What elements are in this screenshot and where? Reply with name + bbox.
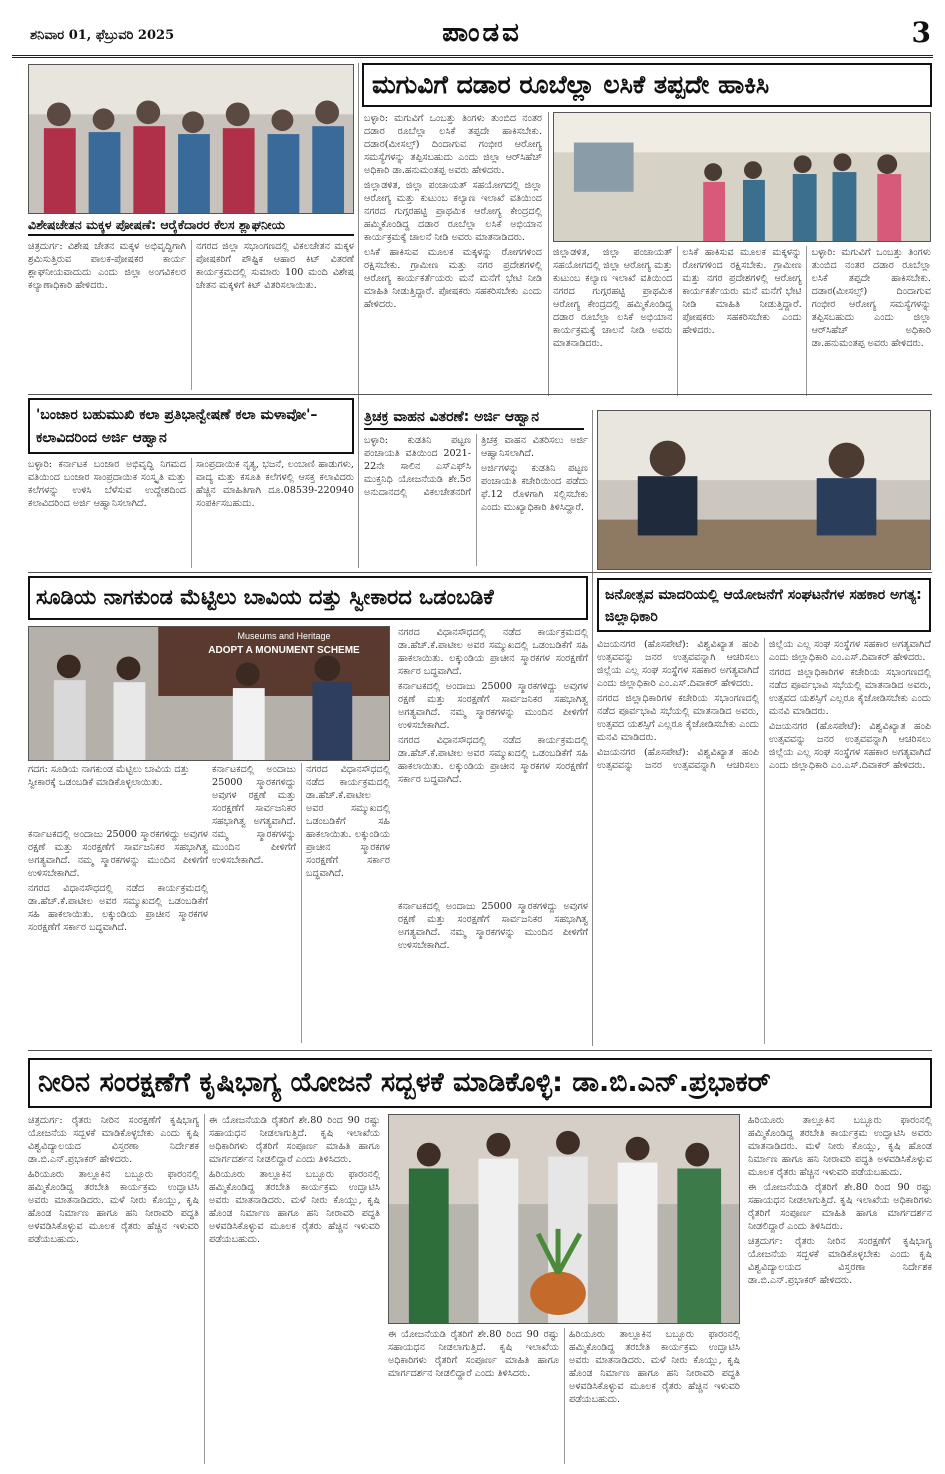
paragraph: ಅರ್ಜಿಗಳನ್ನು ಕುಡತಿನಿ ಪಟ್ಟಣ ಪಂಚಾಯತಿ ಕಚೇರಿಯಿಂದ ಪಡೆದು ಫೆ.12 ರೊಳಗಾಗಿ ಸಲ್ಲಿಸಬೇಕು ಎಂದು ಮುಖ್ಯಾಧಿಕಾರಿ ತಿಳಿಸಿದ್ದಾರೆ.	[481, 463, 588, 513]
stepwell-body-right2	[398, 900, 588, 1043]
paragraph: ಸಾಂಪ್ರದಾಯಿಕ ನೃತ್ಯ, ಭಜನೆ, ಲಂಬಾಣಿ ಹಾಡುಗಳು, ವಾದ್ಯ ಮತ್ತು ಕಸೂತಿ ಕಲೆಗಳಲ್ಲಿ ಆಸಕ್ತ ಕಲಾವಿದರು ಹೆಚ್ಚಿನ ಮಾಹಿತಿಗಾಗಿ ದೂ.08539-220940 ಸಂಪರ್ಕಿಸಬಹುದು.	[196, 459, 354, 509]
column-divider	[548, 112, 549, 396]
section-divider	[28, 572, 932, 573]
section-divider	[28, 1050, 932, 1051]
paragraph: ಹಿರಿಯೂರು ತಾಲ್ಲೂಕಿನ ಬಬ್ಬೂರು ಫಾರಂನಲ್ಲಿ ಹಮ್ಮಿಕೊಂಡಿದ್ದ ತರಬೇತಿ ಕಾರ್ಯಕ್ರಮ ಉದ್ಘಾಟಿಸಿ ಅವರು ಮಾತನಾಡಿದರು. ಮಳೆ ನೀರು ಕೊಯ್ಲು, ಕೃಷಿ ಹೊಂಡ ನಿರ್ಮಾಣ ಹಾಗೂ ಹನಿ ನೀರಾವರಿ ಪದ್ಧತಿ ಅಳವಡಿಸಿಕೊಳ್ಳುವ ಮೂಲಕ ರೈತರು ಹೆಚ್ಚಿನ ಇಳುವರಿ ಪಡೆಯಬಹುದು.	[28, 1169, 199, 1245]
paragraph: ಈ ಯೋಜನೆಯಡಿ ರೈತರಿಗೆ ಶೇ.80 ರಿಂದ 90 ರಷ್ಟು ಸಹಾಯಧನ ನೀಡಲಾಗುತ್ತಿದೆ. ಕೃಷಿ ಇಲಾಖೆಯ ಅಧಿಕಾರಿಗಳು ರೈತರಿಗೆ ಸಂಪೂರ್ಣ ಮಾಹಿತಿ ಹಾಗೂ ಮಾರ್ಗದರ್ಶನ ನೀಡಲಿದ್ದಾರೆ ಎಂದು ತಿಳಿಸಿದರು.	[388, 1329, 559, 1379]
page-number: 3	[911, 16, 931, 49]
stepwell-photo	[28, 626, 390, 761]
stepwell-body-left	[28, 828, 208, 1043]
rubella-headline: ಮಗುವಿಗೆ ದಡಾರ ರೂಬೆಲ್ಲಾ ಲಸಿಕೆ ತಪ್ಪದೇ ಹಾಕಿಸಿ	[362, 63, 932, 107]
paragraph: ನಗರದ ವಿಧಾನಸೌಧದಲ್ಲಿ ನಡೆದ ಕಾರ್ಯಕ್ರಮದಲ್ಲಿ ಡಾ.ಹೆಚ್.ಕೆ.ಪಾಟೀಲ ಅವರ ಸಮ್ಮುಖದಲ್ಲಿ ಒಡಂಬಡಿಕೆಗೆ ಸಹಿ ಹಾಕಲಾಯಿತು. ಲಕ್ಕುಂಡಿಯ ಪ್ರಾಚೀನ ಸ್ಮಾರಕಗಳ ಸಂರಕ್ಷಣೆಗೆ ಸರ್ಕಾರ ಬದ್ಧವಾಗಿದೆ.	[398, 735, 588, 785]
masthead	[12, 8, 933, 58]
newspaper-title: ಪಾಂಡವ	[442, 18, 522, 48]
paragraph: ವಿಜಯನಗರ (ಹೊಸಪೇಟೆ): ವಿಶ್ವವಿಖ್ಯಾತ ಹಂಪಿ ಉತ್ಸವವನ್ನು ಜನರ ಉತ್ಸವವನ್ನಾಗಿ ಆಚರಿಸಲು ಜಿಲ್ಲೆಯ ಎಲ್ಲ ಸಂಘ ಸಂಸ್ಥೆಗಳ ಸಹಕಾರ ಅಗತ್ಯವಾಗಿದೆ ಎಂದು ಜಿಲ್ಲಾಧಿಕಾರಿ ಎಂ.ಎಸ್.ದಿವಾಕರ್ ಹೇಳಿದರು.	[769, 721, 931, 771]
paragraph: ನಗರದ ಜಿಲ್ಲಾಧಿಕಾರಿಗಳ ಕಚೇರಿಯ ಸಭಾಂಗಣದಲ್ಲಿ ನಡೆದ ಪೂರ್ವಭಾವಿ ಸಭೆಯಲ್ಲಿ ಮಾತನಾಡಿದ ಅವರು, ಉತ್ಸವದ ಯಶಸ್ಸಿಗೆ ಎಲ್ಲರೂ ಕೈಜೋಡಿಸಬೇಕು ಎಂದು ಮನವಿ ಮಾಡಿದರು.	[769, 667, 931, 717]
paragraph: ಈ ಯೋಜನೆಯಡಿ ರೈತರಿಗೆ ಶೇ.80 ರಿಂದ 90 ರಷ್ಟು ಸಹಾಯಧನ ನೀಡಲಾಗುತ್ತಿದೆ. ಕೃಷಿ ಇಲಾಖೆಯ ಅಧಿಕಾರಿಗಳು ರೈತರಿಗೆ ಸಂಪೂರ್ಣ ಮಾಹಿತಿ ಹಾಗೂ ಮಾರ್ಗದರ್ಶನ ನೀಡಲಿದ್ದಾರೆ ಎಂದು ತಿಳಿಸಿದರು.	[209, 1115, 380, 1165]
paragraph: ಈ ಯೋಜನೆಯಡಿ ರೈತರಿಗೆ ಶೇ.80 ರಿಂದ 90 ರಷ್ಟು ಸಹಾಯಧನ ನೀಡಲಾಗುತ್ತಿದೆ. ಕೃಷಿ ಇಲಾಖೆಯ ಅಧಿಕಾರಿಗಳು ರೈತರಿಗೆ ಸಂಪೂರ್ಣ ಮಾಹಿತಿ ಹಾಗೂ ಮಾರ್ಗದರ್ಶನ ನೀಡಲಿದ್ದಾರೆ ಎಂದು ತಿಳಿಸಿದರು.	[748, 1182, 932, 1232]
banjara-body	[28, 458, 354, 568]
special-children-photo	[28, 64, 354, 214]
paragraph: ಕರ್ನಾಟಕದಲ್ಲಿ ಅಂದಾಜು 25000 ಸ್ಮಾರಕಗಳಿದ್ದು ಅವುಗಳ ರಕ್ಷಣೆ ಮತ್ತು ಸಂರಕ್ಷಣೆಗೆ ಸಾರ್ವಜನಿಕರ ಸಹಭಾಗಿತ್ವ ಅಗತ್ಯವಾಗಿದೆ. ನಮ್ಮ ಸ್ಮಾರಕಗಳನ್ನು ಮುಂದಿನ ಪೀಳಿಗೆಗೆ ಉಳಿಸಬೇಕಾಗಿದೆ.	[28, 829, 208, 879]
column-divider	[358, 63, 359, 568]
krishi-body-bottom	[388, 1328, 740, 1464]
paragraph: ನಗರದ ಜಿಲ್ಲಾ ಸಭಾಂಗಣದಲ್ಲಿ ವಿಕಲಚೇತನ ಮಕ್ಕಳ ಪೋಷಕರಿಗೆ ಪೌಷ್ಟಿಕ ಆಹಾರ ಕಿಟ್ ವಿತರಣೆ ಕಾರ್ಯಕ್ರಮದಲ್ಲಿ ಸುಮಾರು 100 ಮಂದಿ ವಿಶೇಷ ಚೇತನ ಮಕ್ಕಳಿಗೆ ಕಿಟ್ ವಿತರಿಸಲಾಯಿತು.	[196, 241, 354, 291]
tricycle-headline: ತ್ರಿಚಕ್ರ ವಾಹನ ವಿತರಣೆ: ಅರ್ಜಿ ಆಹ್ವಾನ	[364, 410, 584, 430]
paragraph: ನಗರದ ವಿಧಾನಸೌಧದಲ್ಲಿ ನಡೆದ ಕಾರ್ಯಕ್ರಮದಲ್ಲಿ ಡಾ.ಹೆಚ್.ಕೆ.ಪಾಟೀಲ ಅವರ ಸಮ್ಮುಖದಲ್ಲಿ ಒಡಂಬಡಿಕೆಗೆ ಸಹಿ ಹಾಕಲಾಯಿತು. ಲಕ್ಕುಂಡಿಯ ಪ್ರಾಚೀನ ಸ್ಮಾರಕಗಳ ಸಂರಕ್ಷಣೆಗೆ ಸರ್ಕಾರ ಬದ್ಧವಾಗಿದೆ.	[28, 883, 208, 933]
paragraph: ನಗರದ ವಿಧಾನಸೌಧದಲ್ಲಿ ನಡೆದ ಕಾರ್ಯಕ್ರಮದಲ್ಲಿ ಡಾ.ಹೆಚ್.ಕೆ.ಪಾಟೀಲ ಅವರ ಸಮ್ಮುಖದಲ್ಲಿ ಒಡಂಬಡಿಕೆಗೆ ಸಹಿ ಹಾಕಲಾಯಿತು. ಲಕ್ಕುಂಡಿಯ ಪ್ರಾಚೀನ ಸ್ಮಾರಕಗಳ ಸಂರಕ್ಷಣೆಗೆ ಸರ್ಕಾರ ಬದ್ಧವಾಗಿದೆ.	[398, 627, 588, 677]
column-divider	[592, 410, 593, 1046]
paragraph: ನಗರದ ಜಿಲ್ಲಾಧಿಕಾರಿಗಳ ಕಚೇರಿಯ ಸಭಾಂಗಣದಲ್ಲಿ ನಡೆದ ಪೂರ್ವಭಾವಿ ಸಭೆಯಲ್ಲಿ ಮಾತನಾಡಿದ ಅವರು, ಉತ್ಸವದ ಯಶಸ್ಸಿಗೆ ಎಲ್ಲರೂ ಕೈಜೋಡಿಸಬೇಕು ಎಂದು ಮನವಿ ಮಾಡಿದರು.	[597, 693, 759, 743]
paragraph: ಬಳ್ಳಾರಿ: ಮಗುವಿಗೆ ಒಂಬತ್ತು ತಿಂಗಳು ತುಂಬಿದ ನಂತರ ದಡಾರ ರೂಬೆಲ್ಲಾ ಲಸಿಕೆ ತಪ್ಪದೇ ಹಾಕಿಸಬೇಕು. ದಡಾರ(ಮೀಸಲ್ಸ್) ದಿಂದಾಗುವ ಗಂಭೀರ ಆರೋಗ್ಯ ಸಮಸ್ಯೆಗಳನ್ನು ತಪ್ಪಿಸಬಹುದು ಎಂದು ಜಿಲ್ಲಾ ಆರ್‌ಸಿಹೆಚ್ ಅಧಿಕಾರಿ ಡಾ.ಹನುಮಂತಪ್ಪ ಅವರು ಹೇಳಿದರು.	[364, 113, 542, 176]
krishi-photo	[388, 1114, 740, 1324]
paragraph: ಚಿತ್ರದುರ್ಗ: ರೈತರು ನೀರಿನ ಸಂರಕ್ಷಣೆಗೆ ಕೃಷಿಭಾಗ್ಯ ಯೋಜನೆಯ ಸದ್ಬಳಕೆ ಮಾಡಿಕೊಳ್ಳಬೇಕು ಎಂದು ಕೃಷಿ ವಿಶ್ವವಿದ್ಯಾಲಯದ ವಿಸ್ತರಣಾ ನಿರ್ದೇಶಕ ಡಾ.ಬಿ.ಎನ್.ಪ್ರಭಾಕರ್ ಹೇಳಿದರು.	[28, 1115, 199, 1165]
stepwell-headline: ಸೂಡಿಯ ನಾಗಕುಂಡ ಮೆಟ್ಟಿಲು ಬಾವಿಯ ದತ್ತು ಸ್ವೀಕಾರದ ಒಡಂಬಡಿಕೆ	[28, 576, 588, 620]
paragraph: ಚಿತ್ರದುರ್ಗ: ರೈತರು ನೀರಿನ ಸಂರಕ್ಷಣೆಗೆ ಕೃಷಿಭಾಗ್ಯ ಯೋಜನೆಯ ಸದ್ಬಳಕೆ ಮಾಡಿಕೊಳ್ಳಬೇಕು ಎಂದು ಕೃಷಿ ವಿಶ್ವವಿದ್ಯಾಲಯದ ವಿಸ್ತರಣಾ ನಿರ್ದೇಶಕ ಡಾ.ಬಿ.ಎನ್.ಪ್ರಭಾಕರ್ ಹೇಳಿದರು.	[748, 1236, 932, 1286]
krishi-headline: ನೀರಿನ ಸಂರಕ್ಷಣೆಗೆ ಕೃಷಿಭಾಗ್ಯ ಯೋಜನೆ ಸದ್ಬಳಕೆ ಮಾಡಿಕೊಳ್ಳಿ: ಡಾ.ಬಿ.ಎನ್.ಪ್ರಭಾಕರ್	[28, 1058, 932, 1108]
tricycle-body	[364, 434, 588, 566]
paragraph: ಚಿತ್ರದುರ್ಗ: ವಿಶೇಷ ಚೇತನ ಮಕ್ಕಳ ಅಭಿವೃದ್ಧಿಗಾಗಿ ಶ್ರಮಿಸುತ್ತಿರುವ ಪಾಲಕ-ಪೋಷಕರ ಕಾರ್ಯ ಶ್ಲಾಘನೀಯವಾದುದು ಎಂದು ಜಿಲ್ಲಾ ಅಂಗವಿಕಲರ ಕಲ್ಯಾಣಾಧಿಕಾರಿ ಹೇಳಿದರು.	[28, 241, 186, 291]
section-divider	[28, 394, 932, 395]
paragraph: ವಿಜಯನಗರ (ಹೊಸಪೇಟೆ): ವಿಶ್ವವಿಖ್ಯಾತ ಹಂಪಿ ಉತ್ಸವವನ್ನು ಜನರ ಉತ್ಸವವನ್ನಾಗಿ ಆಚರಿಸಲು ಜಿಲ್ಲೆಯ ಎಲ್ಲ ಸಂಘ ಸಂಸ್ಥೆಗಳ ಸಹಕಾರ ಅಗತ್ಯವಾಗಿದೆ ಎಂದು ಜಿಲ್ಲಾಧಿಕಾರಿ ಎಂ.ಎಸ್.ದಿವಾಕರ್ ಹೇಳಿದರು.	[597, 639, 759, 689]
paragraph: ಜಿಲ್ಲಾಡಳಿತ, ಜಿಲ್ಲಾ ಪಂಚಾಯತ್ ಸಹಯೋಗದಲ್ಲಿ ಜಿಲ್ಲಾ ಆರೋಗ್ಯ ಮತ್ತು ಕುಟುಂಬ ಕಲ್ಯಾಣ ಇಲಾಖೆ ವತಿಯಿಂದ ನಗರದ ಗುಗ್ಗರಹಟ್ಟಿ ಪ್ರಾಥಮಿಕ ಆರೋಗ್ಯ ಕೇಂದ್ರದಲ್ಲಿ ಹಮ್ಮಿಕೊಂಡಿದ್ದ ದಡಾರ ರೂಬೆಲ್ಲಾ ಲಸಿಕೆ ಅಭಿಯಾನ ಕಾರ್ಯಕ್ರಮಕ್ಕೆ ಚಾಲನೆ ನೀಡಿ ಅವರು ಮಾತನಾಡಿದರು.	[364, 180, 542, 243]
paragraph: ಕರ್ನಾಟಕದಲ್ಲಿ ಅಂದಾಜು 25000 ಸ್ಮಾರಕಗಳಿದ್ದು ಅವುಗಳ ರಕ್ಷಣೆ ಮತ್ತು ಸಂರಕ್ಷಣೆಗೆ ಸಾರ್ವಜನಿಕರ ಸಹಭಾಗಿತ್ವ ಅಗತ್ಯವಾಗಿದೆ. ನಮ್ಮ ಸ್ಮಾರಕಗಳನ್ನು ಮುಂದಿನ ಪೀಳಿಗೆಗೆ ಉಳಿಸಬೇಕಾಗಿದೆ.	[398, 901, 588, 951]
special-children-headline: ವಿಶೇಷಚೇತನ ಮಕ್ಕಳ ಪೋಷಣೆ: ಆರೈಕೆದಾರರ ಕೆಲಸ ಶ್ಲಾಘನೀಯ	[28, 218, 354, 236]
paragraph: ಕರ್ನಾಟಕದಲ್ಲಿ ಅಂದಾಜು 25000 ಸ್ಮಾರಕಗಳಿದ್ದು ಅವುಗಳ ರಕ್ಷಣೆ ಮತ್ತು ಸಂರಕ್ಷಣೆಗೆ ಸಾರ್ವಜನಿಕರ ಸಹಭಾಗಿತ್ವ ಅಗತ್ಯವಾಗಿದೆ. ನಮ್ಮ ಸ್ಮಾರಕಗಳನ್ನು ಮುಂದಿನ ಪೀಳಿಗೆಗೆ ಉಳಿಸಬೇಕಾಗಿದೆ.	[212, 764, 296, 866]
krishi-body-right	[748, 1114, 932, 1464]
janotsava-headline: ಜನೋತ್ಸವ ಮಾದರಿಯಲ್ಲಿ ಆಯೋಜನೆಗೆ ಸಂಘಟನೆಗಳ ಸಹಕಾರ ಅಗತ್ಯ: ಜಿಲ್ಲಾಧಿಕಾರಿ	[597, 578, 931, 632]
rubella-body-cols	[553, 246, 931, 396]
paragraph: ಬಳ್ಳಾರಿ: ಕುಡತಿನಿ ಪಟ್ಟಣ ಪಂಚಾಯತಿ ವತಿಯಿಂದ 2021-22ನೇ ಸಾಲಿನ ಎಸ್‌ಎಫ್‌ಸಿ ಮುಕ್ತನಿಧಿ ಯೋಜನೆಯಡಿ ಶೇ.5ರ ಅನುದಾನದಲ್ಲಿ ವಿಕಲಚೇತನರಿಗೆ ತ್ರಿಚಕ್ರ ವಾಹನ ವಿತರಿಸಲು ಅರ್ಜಿ ಆಹ್ವಾನಿಸಲಾಗಿದೆ.	[364, 435, 588, 498]
paragraph: ಜಿಲ್ಲಾಡಳಿತ, ಜಿಲ್ಲಾ ಪಂಚಾಯತ್ ಸಹಯೋಗದಲ್ಲಿ ಜಿಲ್ಲಾ ಆರೋಗ್ಯ ಮತ್ತು ಕುಟುಂಬ ಕಲ್ಯಾಣ ಇಲಾಖೆ ವತಿಯಿಂದ ನಗರದ ಗುಗ್ಗರಹಟ್ಟಿ ಪ್ರಾಥಮಿಕ ಆರೋಗ್ಯ ಕೇಂದ್ರದಲ್ಲಿ ಹಮ್ಮಿಕೊಂಡಿದ್ದ ದಡಾರ ರೂಬೆಲ್ಲಾ ಲಸಿಕೆ ಅಭಿಯಾನ ಕಾರ್ಯಕ್ರಮಕ್ಕೆ ಚಾಲನೆ ನೀಡಿ ಅವರು ಮಾತನಾಡಿದರು.	[553, 247, 673, 349]
rubella-body-col1	[364, 112, 542, 395]
janotsava-body	[597, 638, 931, 1044]
paragraph: ಬಳ್ಳಾರಿ: ಮಗುವಿಗೆ ಒಂಬತ್ತು ತಿಂಗಳು ತುಂಬಿದ ನಂತರ ದಡಾರ ರೂಬೆಲ್ಲಾ ಲಸಿಕೆ ತಪ್ಪದೇ ಹಾಕಿಸಬೇಕು. ದಡಾರ(ಮೀಸಲ್ಸ್) ದಿಂದಾಗುವ ಗಂಭೀರ ಆರೋಗ್ಯ ಸಮಸ್ಯೆಗಳನ್ನು ತಪ್ಪಿಸಬಹುದು ಎಂದು ಜಿಲ್ಲಾ ಆರ್‌ಸಿಹೆಚ್ ಅಧಿಕಾರಿ ಡಾ.ಹನುಮಂತಪ್ಪ ಅವರು ಹೇಳಿದರು.	[811, 247, 931, 349]
special-children-body	[28, 240, 354, 390]
paragraph: ಲಸಿಕೆ ಹಾಕಿಸುವ ಮೂಲಕ ಮಕ್ಕಳನ್ನು ರೋಗಗಳಿಂದ ರಕ್ಷಿಸಬೇಕು. ಗ್ರಾಮೀಣ ಮತ್ತು ನಗರ ಪ್ರದೇಶಗಳಲ್ಲಿ ಆರೋಗ್ಯ ಕಾರ್ಯಕರ್ತೆಯರು ಮನೆ ಮನೆಗೆ ಭೇಟಿ ನೀಡಿ ಮಾಹಿತಿ ನೀಡುತ್ತಿದ್ದಾರೆ. ಪೋಷಕರು ಸಹಕರಿಸಬೇಕು ಎಂದು ಹೇಳಿದರು.	[682, 247, 802, 336]
paragraph: ಹಿರಿಯೂರು ತಾಲ್ಲೂಕಿನ ಬಬ್ಬೂರು ಫಾರಂನಲ್ಲಿ ಹಮ್ಮಿಕೊಂಡಿದ್ದ ತರಬೇತಿ ಕಾರ್ಯಕ್ರಮ ಉದ್ಘಾಟಿಸಿ ಅವರು ಮಾತನಾಡಿದರು. ಮಳೆ ನೀರು ಕೊಯ್ಲು, ಕೃಷಿ ಹೊಂಡ ನಿರ್ಮಾಣ ಹಾಗೂ ಹನಿ ನೀರಾವರಿ ಪದ್ಧತಿ ಅಳವಡಿಸಿಕೊಳ್ಳುವ ಮೂಲಕ ರೈತರು ಹೆಚ್ಚಿನ ಇಳುವರಿ ಪಡೆಯಬಹುದು.	[569, 1329, 740, 1405]
paragraph: ವಿಜಯನಗರ (ಹೊಸಪೇಟೆ): ವಿಶ್ವವಿಖ್ಯಾತ ಹಂಪಿ ಉತ್ಸವವನ್ನು ಜನರ ಉತ್ಸವವನ್ನಾಗಿ ಆಚರಿಸಲು ಜಿಲ್ಲೆಯ ಎಲ್ಲ ಸಂಘ ಸಂಸ್ಥೆಗಳ ಸಹಕಾರ ಅಗತ್ಯವಾಗಿದೆ ಎಂದು ಜಿಲ್ಲಾಧಿಕಾರಿ ಎಂ.ಎಸ್.ದಿವಾಕರ್ ಹೇಳಿದರು.	[597, 639, 931, 771]
banner-title: ADOPT A MONUMENT SCHEME	[208, 645, 360, 656]
paragraph: ಹಿರಿಯೂರು ತಾಲ್ಲೂಕಿನ ಬಬ್ಬೂರು ಫಾರಂನಲ್ಲಿ ಹಮ್ಮಿಕೊಂಡಿದ್ದ ತರಬೇತಿ ಕಾರ್ಯಕ್ರಮ ಉದ್ಘಾಟಿಸಿ ಅವರು ಮಾತನಾಡಿದರು. ಮಳೆ ನೀರು ಕೊಯ್ಲು, ಕೃಷಿ ಹೊಂಡ ನಿರ್ಮಾಣ ಹಾಗೂ ಹನಿ ನೀರಾವರಿ ಪದ್ಧತಿ ಅಳವಡಿಸಿಕೊಳ್ಳುವ ಮೂಲಕ ರೈತರು ಹೆಚ್ಚಿನ ಇಳುವರಿ ಪಡೆಯಬಹುದು.	[748, 1115, 932, 1178]
paragraph: ಲಸಿಕೆ ಹಾಕಿಸುವ ಮೂಲಕ ಮಕ್ಕಳನ್ನು ರೋಗಗಳಿಂದ ರಕ್ಷಿಸಬೇಕು. ಗ್ರಾಮೀಣ ಮತ್ತು ನಗರ ಪ್ರದೇಶಗಳಲ್ಲಿ ಆರೋಗ್ಯ ಕಾರ್ಯಕರ್ತೆಯರು ಮನೆ ಮನೆಗೆ ಭೇಟಿ ನೀಡಿ ಮಾಹಿತಿ ನೀಡುತ್ತಿದ್ದಾರೆ. ಪೋಷಕರು ಸಹಕರಿಸಬೇಕು ಎಂದು ಹೇಳಿದರು.	[364, 247, 542, 310]
paragraph: ಬಳ್ಳಾರಿ: ಕರ್ನಾಟಕ ಬಂಜಾರ ಅಭಿವೃದ್ಧಿ ನಿಗಮದ ವತಿಯಿಂದ ಬಂಜಾರ ಸಾಂಪ್ರದಾಯಿಕ ಸಂಸ್ಕೃತಿ ಮತ್ತು ಕಲೆಗಳನ್ನು ಉಳಿಸಿ ಬೆಳೆಸುವ ಉದ್ದೇಶದಿಂದ ಕಲಾವಿದರಿಂದ ಅರ್ಜಿ ಆಹ್ವಾನಿಸಲಾಗಿದೆ.	[28, 459, 186, 509]
paragraph: ನಗರದ ವಿಧಾನಸೌಧದಲ್ಲಿ ನಡೆದ ಕಾರ್ಯಕ್ರಮದಲ್ಲಿ ಡಾ.ಹೆಚ್.ಕೆ.ಪಾಟೀಲ ಅವರ ಸಮ್ಮುಖದಲ್ಲಿ ಒಡಂಬಡಿಕೆಗೆ ಸಹಿ ಹಾಕಲಾಯಿತು. ಲಕ್ಕುಂಡಿಯ ಪ್ರಾಚೀನ ಸ್ಮಾರಕಗಳ ಸಂರಕ್ಷಣೆಗೆ ಸರ್ಕಾರ ಬದ್ಧವಾಗಿದೆ.	[306, 764, 390, 879]
stepwell-caption: ಗದಗ: ಸೂಡಿಯ ನಾಗಕುಂಡ ಮೆಟ್ಟಿಲು ಬಾವಿಯ ದತ್ತು ಸ್ವೀಕಾರಕ್ಕೆ ಒಡಂಬಡಿಕೆ ಮಾಡಿಕೊಳ್ಳಲಾಯಿತು.	[28, 763, 208, 825]
paragraph: ಹಿರಿಯೂರು ತಾಲ್ಲೂಕಿನ ಬಬ್ಬೂರು ಫಾರಂನಲ್ಲಿ ಹಮ್ಮಿಕೊಂಡಿದ್ದ ತರಬೇತಿ ಕಾರ್ಯಕ್ರಮ ಉದ್ಘಾಟಿಸಿ ಅವರು ಮಾತನಾಡಿದರು. ಮಳೆ ನೀರು ಕೊಯ್ಲು, ಕೃಷಿ ಹೊಂಡ ನಿರ್ಮಾಣ ಹಾಗೂ ಹನಿ ನೀರಾವರಿ ಪದ್ಧತಿ ಅಳವಡಿಸಿಕೊಳ್ಳುವ ಮೂಲಕ ರೈತರು ಹೆಚ್ಚಿನ ಇಳುವರಿ ಪಡೆಯಬಹುದು.	[209, 1169, 380, 1245]
stepwell-body-right	[398, 626, 588, 896]
janotsava-photo	[597, 410, 931, 570]
issue-date: ಶನಿವಾರ 01, ಫೆಬ್ರುವರಿ 2025	[30, 28, 175, 43]
paragraph: ಕರ್ನಾಟಕದಲ್ಲಿ ಅಂದಾಜು 25000 ಸ್ಮಾರಕಗಳಿದ್ದು ಅವುಗಳ ರಕ್ಷಣೆ ಮತ್ತು ಸಂರಕ್ಷಣೆಗೆ ಸಾರ್ವಜನಿಕರ ಸಹಭಾಗಿತ್ವ ಅಗತ್ಯವಾಗಿದೆ. ನಮ್ಮ ಸ್ಮಾರಕಗಳನ್ನು ಮುಂದಿನ ಪೀಳಿಗೆಗೆ ಉಳಿಸಬೇಕಾಗಿದೆ.	[398, 681, 588, 731]
stepwell-body-mid	[212, 763, 390, 1043]
banjara-headline: 'ಬಂಜಾರ ಬಹುಮುಖಿ ಕಲಾ ಪ್ರತಿಭಾನ್ವೇಷಣೆ ಕಲಾ ಮಳಾವೋ'– ಕಲಾವಿದರಿಂದ ಅರ್ಜಿ ಆಹ್ವಾನ	[28, 398, 354, 454]
banner-subtitle: Museums and Heritage	[237, 631, 331, 641]
krishi-body-left	[28, 1114, 380, 1464]
rubella-photo	[553, 112, 931, 242]
